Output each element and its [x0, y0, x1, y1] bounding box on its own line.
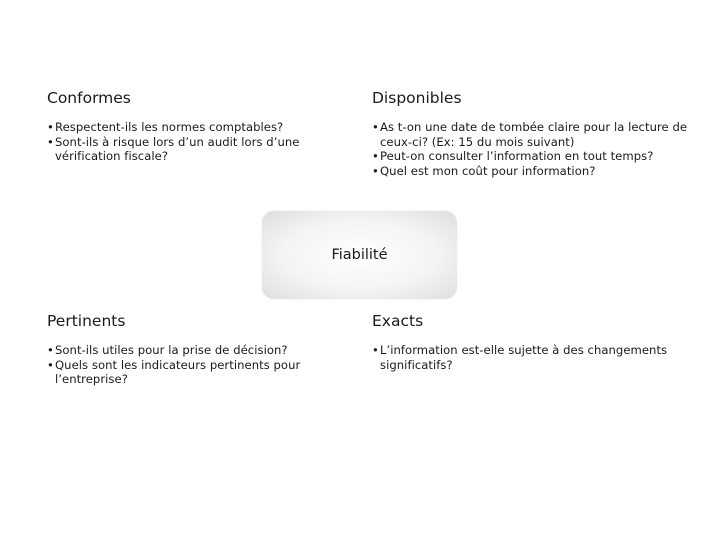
- bullet-icon: •: [47, 134, 54, 149]
- list-item: [47, 358, 337, 387]
- quadrant-list: [47, 120, 347, 164]
- center-label: Fiabilité: [331, 247, 388, 263]
- list-item-text: Peut-on consulter l’information en tout temps?: [380, 149, 654, 164]
- quadrant-list: [372, 343, 692, 372]
- bullet-icon: •: [47, 343, 54, 357]
- quadrant-disponibles: [372, 88, 692, 178]
- list-item-text: Quels sont les indicateurs pertinents pour l’entreprise?: [55, 357, 301, 387]
- bullet-icon: •: [372, 163, 379, 178]
- bullet-icon: •: [372, 149, 379, 164]
- center-box: [262, 211, 457, 299]
- quadrant-title: Disponibles: [372, 89, 462, 107]
- list-item-text: L’information est-elle sujette à des changements significatifs?: [380, 343, 668, 372]
- list-item: [372, 149, 692, 164]
- list-item-text: Sont-ils utiles pour la prise de décision?: [55, 343, 288, 357]
- list-item-text: As t-on une date de tombée claire pour la lecture de ceux-ci? (Ex: 15 du mois suivant): [380, 120, 688, 149]
- list-item: [47, 135, 347, 164]
- bullet-icon: •: [372, 120, 379, 134]
- list-item-text: Sont-ils à risque lors d’un audit lors d’une vérification fiscale?: [55, 134, 300, 164]
- quadrant-exacts: [372, 311, 692, 372]
- bullet-icon: •: [47, 357, 54, 372]
- bullet-icon: •: [372, 343, 379, 357]
- quadrant-title: Conformes: [47, 89, 131, 107]
- list-item: [372, 120, 692, 149]
- list-item: [372, 164, 692, 179]
- quadrant-pertinents: [47, 311, 337, 387]
- list-item: [47, 343, 337, 358]
- quadrant-title: Exacts: [372, 312, 424, 330]
- quadrant-list: [372, 120, 692, 178]
- quadrant-conformes: [47, 88, 347, 164]
- bullet-icon: •: [47, 120, 54, 134]
- quadrant-title: Pertinents: [47, 312, 126, 330]
- quadrant-list: [47, 343, 337, 387]
- list-item: [47, 120, 347, 135]
- list-item: [372, 343, 692, 372]
- list-item-text: Quel est mon coût pour information?: [380, 163, 596, 178]
- list-item-text: Respectent-ils les normes comptables?: [55, 120, 284, 134]
